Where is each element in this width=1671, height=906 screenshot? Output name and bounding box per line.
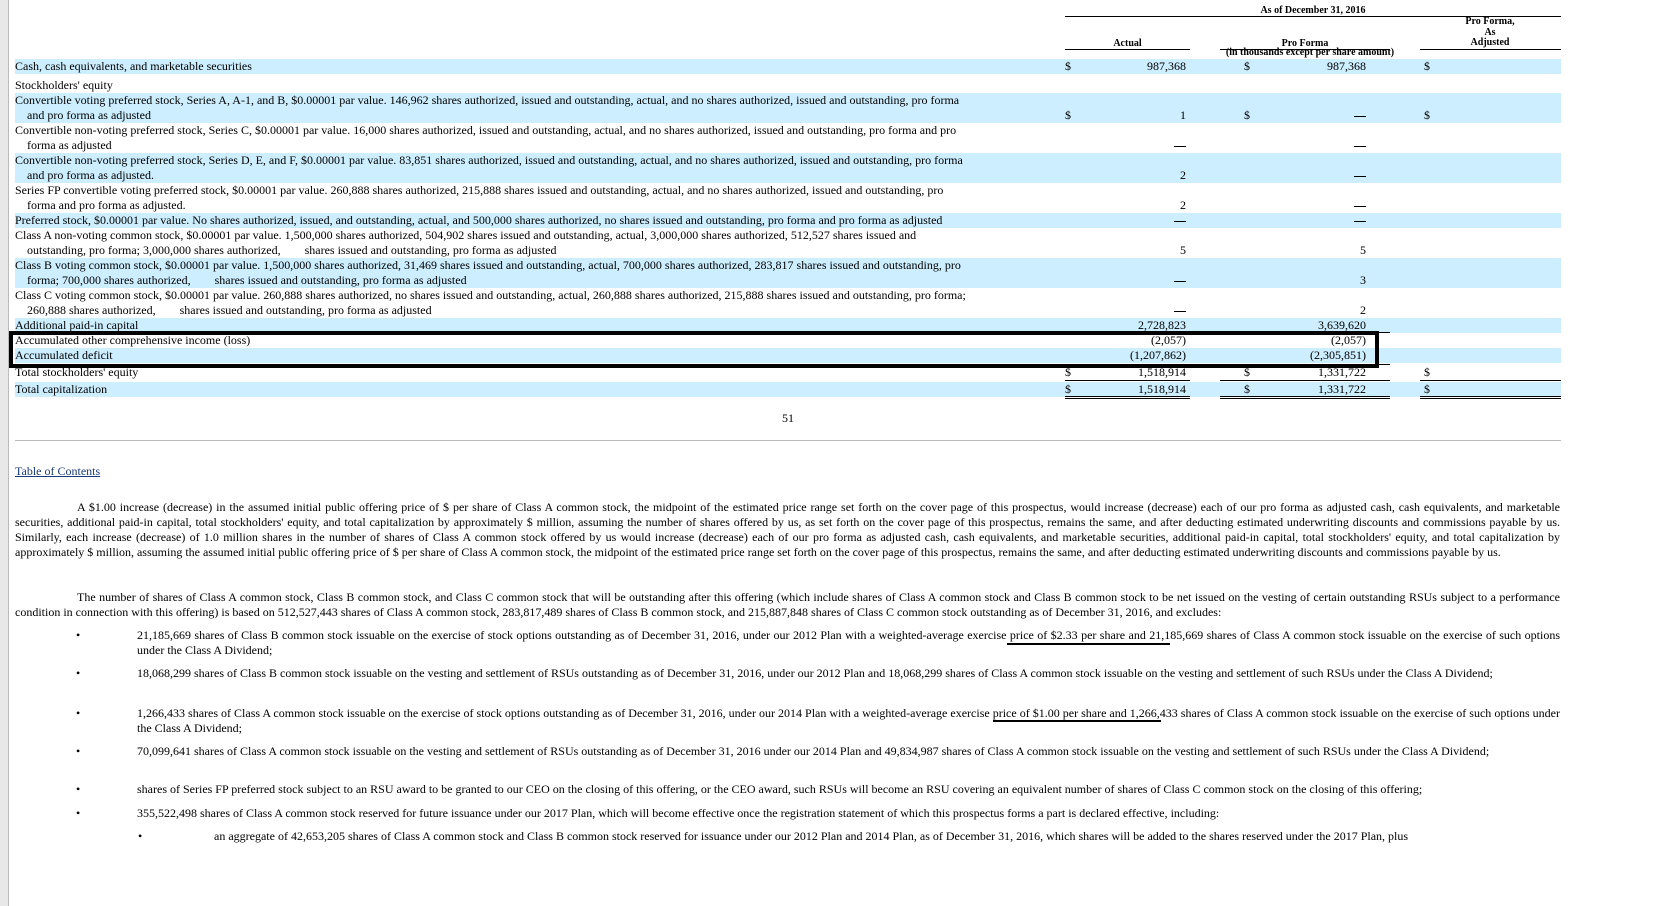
- currency-symbol: $: [1065, 365, 1071, 379]
- cell-pro-forma: 1,331,722: [1318, 382, 1366, 396]
- cell-pro-forma: 2: [1360, 303, 1366, 317]
- subtotal-rule: [1220, 380, 1390, 381]
- cell-actual: [1174, 146, 1186, 147]
- window-scrollbar[interactable]: [0, 0, 9, 906]
- shares-outstanding-paragraph: The number of shares of Class A common stock, Class B common stock, and Class C common stock that will be outstanding after this offering (which include shares of Class A common stock and Class B common stock to be net issued on the vesting of certain outstanding RSUs subject to a performance condition in connection with this offering) is based on 512,527,443 shares of Class A common stock, 283,817,489 shares of Class B common stock, and 215,887,848 shares of Class C common stock outstanding as of December 31, 2016, and excludes:: [15, 590, 1560, 619]
- row-label: Convertible voting preferred stock, Series A, A-1, and B, $0.00001 par value. 146,962 shares authorized, issued and outstanding, actual, and no shares authorized, issued and outstanding, pro forma: [15, 93, 960, 107]
- cell-pro-forma: (2,305,851): [1310, 348, 1366, 362]
- row-label: Stockholders' equity: [15, 78, 113, 92]
- list-item: 1,266,433 shares of Class A common stock issuable on the exercise of stock options outstanding as of December 31, 2016, under our 2014 Plan with a weighted-average exercise price of $1.00 per share and 1,266,433 shares of Class A common stock issuable on the exercise of such options under the Class A Dividend;: [137, 706, 1560, 735]
- cell-pro-forma: 5: [1360, 243, 1366, 257]
- col-header-actual: Actual: [1113, 38, 1142, 49]
- list-item: 70,099,641 shares of Class A common stock issuable on the vesting and settlement of RSUs outstanding as of December 31, 2016 under our 2014 Plan and 49,834,987 shares of Class A common stock issuable on the vesting and settlement of such RSUs under the Class A Dividend;: [137, 744, 1490, 758]
- bullet-marker: •: [76, 628, 81, 642]
- col-header-pf-adjusted-1: Pro Forma,: [1465, 16, 1515, 27]
- bullet-marker: •: [76, 744, 81, 758]
- currency-symbol: $: [1065, 108, 1071, 122]
- bullet-marker: •: [76, 706, 81, 720]
- sub-list-item: an aggregate of 42,653,205 shares of Class A common stock and Class B common stock reserved for issuance under our 2012 Plan and 2014 Plan, as of December 31, 2016, which shares will be added to the shares reserved under the 2017 Plan, plus: [214, 829, 1409, 843]
- row-label: Cash, cash equivalents, and marketable securities: [15, 59, 252, 73]
- currency-symbol: $: [1065, 382, 1071, 396]
- col-header-pro-forma: Pro Forma: [1281, 38, 1329, 49]
- row-label: Class C voting common stock, $0.00001 par value. 260,888 shares authorized, no shares issued and outstanding, actual, 260,888 shares authorized, 215,888 shares issued and outstanding, pro forma;: [15, 288, 966, 302]
- row-label: Series FP convertible voting preferred stock, $0.00001 par value. 260,888 shares authorized, 215,888 shares issued and outstanding, actual, and no shares authorized, issued and outstanding, pro: [15, 183, 944, 197]
- cell-actual: 1: [1180, 108, 1186, 122]
- cell-pro-forma: [1354, 146, 1366, 147]
- cell-actual: 1,518,914: [1138, 382, 1186, 396]
- cell-pro-forma: 3: [1360, 273, 1366, 287]
- row-label: Accumulated other comprehensive income (loss): [15, 333, 251, 347]
- list-item: 355,522,498 shares of Class A common stock reserved for future issuance under our 2017 Plan, which will become effective once the registration statement of which this prospectus forms a part is declared effective, including:: [137, 806, 1220, 820]
- subtotal-rule: [1065, 380, 1190, 381]
- row-label: Total stockholders' equity: [15, 365, 139, 379]
- currency-symbol: $: [1424, 59, 1430, 73]
- cell-pro-forma: [1354, 116, 1366, 117]
- bullet-marker: •: [76, 806, 81, 820]
- total-double-rule: [1420, 396, 1561, 399]
- price-sensitivity-paragraph: A $1.00 increase (decrease) in the assumed initial public offering price of $ per share of Class A common stock, the midpoint of the estimated price range set forth on the cover page of this prospectus, would increase (decrease) each of our pro forma as adjusted cash, cash equivalents, and marketable securities, additional paid-in capital, total stockholders' equity, and total capitalization by approximately $ million, assuming the number of shares offered by us, as set forth on the cover page of this prospectus, remains the same, and after deducting estimated underwriting discounts and commissions payable by us. Similarly, each increase (decrease) of 1.0 million shares in the number of shares of Class A common stock offered by us would increase (decrease) each of our pro forma as adjusted cash, cash equivalents, and marketable securities, additional paid-in capital, total stockholders' equity, and total capitalization by approximately $ million, assuming the assumed initial public offering price of $ per share of Class A common stock, the midpoint of the estimated price range set forth on the cover page of this prospectus, remains the same, and after deducting estimated underwriting discounts and commissions payable by us.: [15, 500, 1560, 559]
- row-label: Accumulated deficit: [15, 348, 113, 362]
- cell-actual: (1,207,862): [1130, 348, 1186, 362]
- bullet-marker: •: [76, 782, 81, 796]
- table-of-contents-link[interactable]: Table of Contents: [15, 464, 101, 478]
- cell-actual: 5: [1180, 243, 1186, 257]
- bullet-marker: •: [76, 666, 81, 680]
- row-label: Class A non-voting common stock, $0.00001 par value. 1,500,000 shares authorized, 504,902 shares issued and outstanding, actual, 3,000,000 shares authorized, 512,527 shares issued and: [15, 228, 917, 242]
- handwritten-underline: [1007, 643, 1170, 645]
- row-label-cont: outstanding, pro forma; 3,000,000 shares authorized, shares issued and outstanding, pro forma as adjusted: [27, 243, 557, 257]
- currency-symbol: $: [1065, 59, 1071, 73]
- cell-pro-forma: [1354, 176, 1366, 177]
- cell-pro-forma: (2,057): [1331, 333, 1366, 347]
- page-number: 51: [782, 411, 794, 425]
- row-label-cont: forma as adjusted: [27, 138, 112, 152]
- pf-adjusted-header-rule: [1420, 49, 1561, 50]
- actual-header-rule: [1065, 49, 1190, 50]
- row-label: Total capitalization: [15, 382, 108, 396]
- row-label-cont: forma; 700,000 shares authorized, shares issued and outstanding, pro forma as adjusted: [27, 273, 467, 287]
- currency-symbol: $: [1424, 365, 1430, 379]
- cell-actual: [1174, 281, 1186, 282]
- col-header-units-note: (in thousands except per share amount): [1225, 47, 1395, 58]
- page-break-rule: [15, 440, 1561, 441]
- handwritten-underline: [993, 720, 1161, 722]
- currency-symbol: $: [1244, 59, 1250, 73]
- row-label: Additional paid-in capital: [15, 318, 139, 332]
- cell-actual: 2: [1180, 168, 1186, 182]
- table-header-as-of: As of December 31, 2016: [1260, 5, 1366, 16]
- cell-actual: 1,518,914: [1138, 365, 1186, 379]
- col-header-pf-adjusted-3: Adjusted: [1470, 37, 1510, 48]
- cell-actual: (2,057): [1151, 333, 1186, 347]
- cell-pro-forma: 1,331,722: [1318, 365, 1366, 379]
- currency-symbol: $: [1424, 382, 1430, 396]
- total-double-rule: [1220, 396, 1390, 399]
- currency-symbol: $: [1424, 108, 1430, 122]
- row-label: Preferred stock, $0.00001 par value. No shares authorized, issued, and outstanding, actual, and 500,000 shares authorized, no shares issued and outstanding, pro forma and pro forma as adjusted: [15, 213, 943, 227]
- list-item: 21,185,669 shares of Class B common stock issuable on the exercise of stock options outstanding as of December 31, 2016, under our 2012 Plan with a weighted-average exercise price of $2.33 per share and 21,185,669 shares of Class A common stock issuable on the exercise of such options under the Class A Dividend;: [137, 628, 1560, 657]
- sub-bullet-marker: •: [138, 829, 143, 843]
- row-label: Convertible non-voting preferred stock, Series C, $0.00001 par value. 16,000 shares authorized, issued and outstanding, actual, and no shares authorized, issued and outstanding, pro forma and pro: [15, 123, 957, 137]
- cell-pro-forma: [1354, 221, 1366, 222]
- row-label-cont: and pro forma as adjusted.: [27, 168, 154, 182]
- col-header-pf-adjusted-2: As: [1484, 27, 1496, 38]
- cell-actual: 987,368: [1147, 59, 1186, 73]
- row-label-cont: and pro forma as adjusted: [27, 108, 151, 122]
- cell-actual: 2: [1180, 198, 1186, 212]
- row-label: Class B voting common stock, $0.00001 par value. 1,500,000 shares authorized, 31,469 shares issued and outstanding, actual, 700,000 shares authorized, 283,817 shares issued and outstanding, pro: [15, 258, 961, 272]
- highlight-box: [9, 331, 1379, 368]
- cell-actual: [1174, 311, 1186, 312]
- list-item: 18,068,299 shares of Class B common stock issuable on the vesting and settlement of RSUs outstanding as of December 31, 2016, under our 2012 Plan and 18,068,299 shares of Class A common stock issuable on the vesting and settlement of such RSUs under the Class A Dividend;: [137, 666, 1493, 680]
- list-item: shares of Series FP preferred stock subject to an RSU award to be granted to our CEO on the closing of this offering, or the CEO award, such RSUs will become an RSU covering an equivalent number of shares of Class C common stock on the closing of this offering;: [137, 782, 1423, 796]
- total-double-rule: [1065, 396, 1190, 399]
- cell-pro-forma: 987,368: [1327, 59, 1366, 73]
- cell-actual: 2,728,823: [1138, 318, 1186, 332]
- row-label-cont: 260,888 shares authorized, shares issued and outstanding, pro forma as adjusted: [27, 303, 432, 317]
- currency-symbol: $: [1244, 382, 1250, 396]
- row-label-cont: forma and pro forma as adjusted.: [27, 198, 186, 212]
- currency-symbol: $: [1244, 365, 1250, 379]
- subtotal-rule: [1420, 380, 1561, 381]
- cell-actual: [1174, 221, 1186, 222]
- cell-pro-forma: 3,639,620: [1318, 318, 1366, 332]
- currency-symbol: $: [1244, 108, 1250, 122]
- row-label: Convertible non-voting preferred stock, Series D, E, and F, $0.00001 par value. 83,851 shares authorized, issued and outstanding, actual, and no shares authorized, issued and outstanding, pro forma: [15, 153, 963, 167]
- cell-pro-forma: [1354, 206, 1366, 207]
